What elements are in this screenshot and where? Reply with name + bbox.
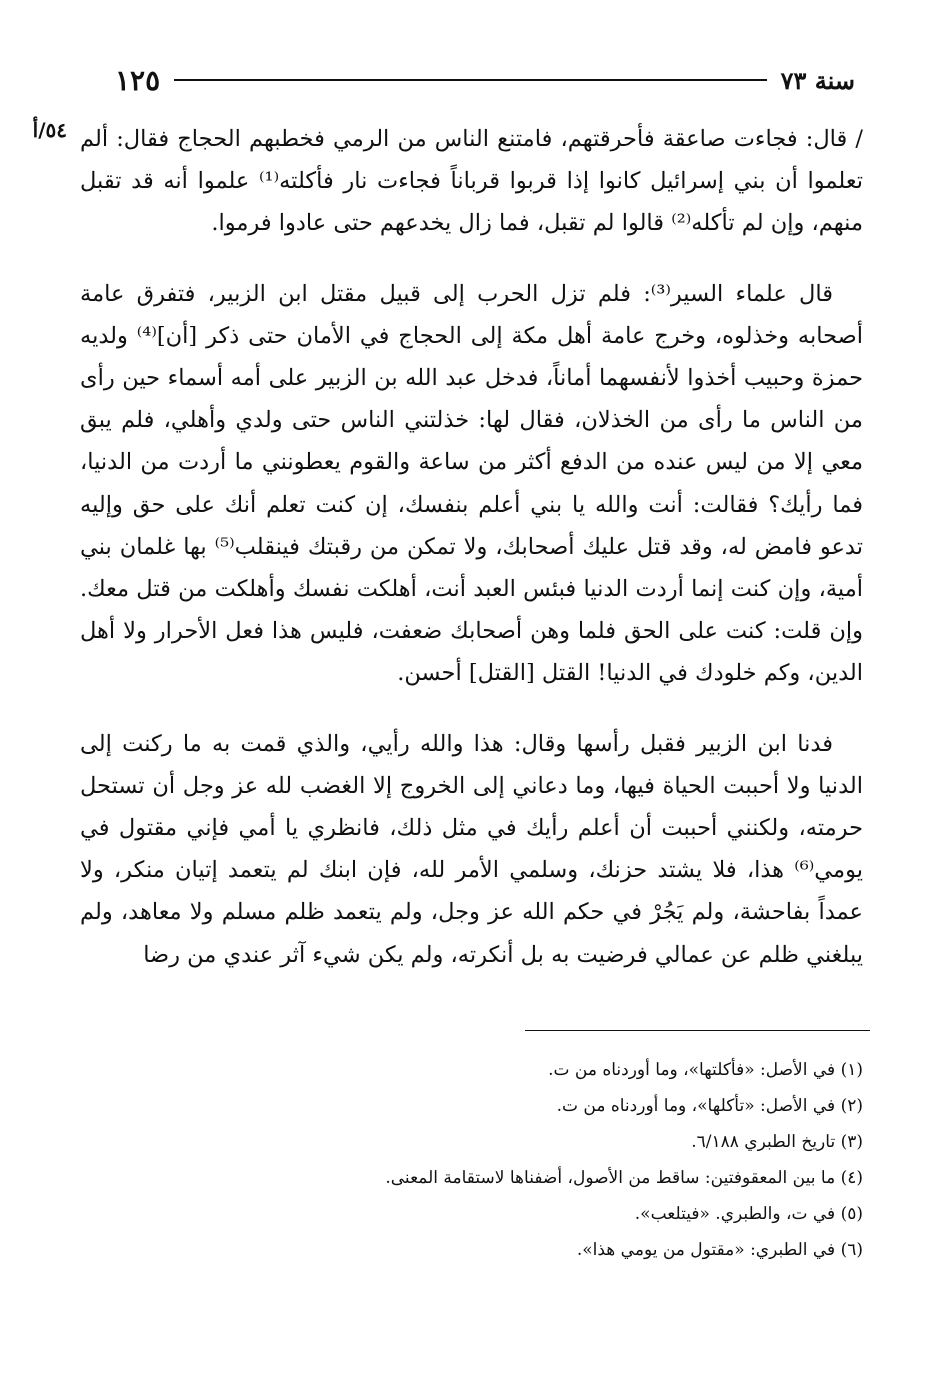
footnote: (١) في الأصل: «فأكلتها»، وما أوردناه من ت. (548, 1060, 863, 1080)
paragraph: فدنا ابن الزبير فقبل رأسها وقال: هذا والله رأيي، والذي قمت به ما ركنت إلى الدنيا ولا أحببت الحياة فيها، وما دعاني إلى الخروج إلا الغضب لله عز وجل أن تستحل حرمته، ولكنني أحببت أن أعلم رأيك في مثل ذلك، فانظري يا أمي فإني مقتول في يومي⁽⁶⁾ هذا، فلا يشتد حزنك، وسلمي الأمر لله، فإن ابنك لم يتعمد إتيان منكر، ولا عمداً بفاحشة، ولم يَجُرْ في حكم الله عز وجل، ولم يتعمد ظلم مسلم ولا معاهد، ولم يبلغني ظلم عن عمالي فرضيت به بل أنكرته، ولم يكن شيء آثر عندي من رضا (80, 730, 863, 968)
page-number: ١٢٥ (115, 63, 161, 97)
year-label: سنة ٧٣ (780, 65, 855, 95)
footnote: (٤) ما بين المعقوفتين: ساقط من الأصول، أضفناها لاستقامة المعنى. (385, 1168, 863, 1188)
paragraph: / قال: فجاءت صاعقة فأحرقتهم، فامتنع الناس من الرمي فخطبهم الحجاج فقال: ألم تعلموا أن بني إسرائيل كانوا إذا قربوا قرباناً فجاءت نار فأكلته⁽¹⁾ علموا أنه قد تقبل منهم، وإن لم تأكله⁽²⁾ قالوا لم تقبل، فما زال يخدعهم حتى عادوا فرموا. (80, 126, 863, 237)
header-rule (174, 79, 767, 81)
footnotes (80, 1052, 863, 1268)
paragraph: قال علماء السير⁽³⁾: فلم تزل الحرب إلى قبيل مقتل ابن الزبير، فتفرق عامة أصحابه وخذلوه، وخرج عامة أهل مكة إلى الحجاج في الأمان حتى ذكر [أن]⁽⁴⁾ ولديه حمزة وحبيب أخذوا لأنفسهما أماناً، فدخل عبد الله بن الزبير على أمه أسماء حين رأى من الناس ما رأى من الخذلان، فقال لها: خذلتني الناس حتى ولدي وأهلي، فلم يبق معي إلا من ليس عنده من الدفع أكثر من ساعة والقوم يعطونني ما أردت من الدنيا، فما رأيك؟ فقالت: أنت والله يا بني أعلم بنفسك، إن كنت تعلم أنك على حق وإليه تدعو فامض له، وقد قتل عليك أصحابك، ولا تمكن من رقبتك فينقلب⁽⁵⁾ بها غلمان بني أمية، وإن كنت إنما أردت الدنيا فبئس العبد أنت، أهلكت نفسك وأهلكت من قتل معك. وإن قلت: كنت على الحق فلما وهن أصحابك ضعفت، فليس هذا فعل الأحرار ولا أهل الدين، وكم خلودك في الدنيا! القتل [القتل] أحسن. (80, 280, 863, 687)
running-header (115, 58, 855, 102)
manuscript-folio-note: ٥٤/أ (32, 118, 67, 142)
footnote: (٢) في الأصل: «تأكلها»، وما أوردناه من ت. (556, 1096, 863, 1116)
footnote: (٥) في ت، والطبري. «فيتلعب». (634, 1204, 863, 1224)
main-text (80, 118, 863, 976)
footnote: (٣) تاريخ الطبري ٦/١٨٨. (691, 1132, 863, 1152)
footnote: (٦) في الطبري: «مقتول من يومي هذا». (576, 1240, 863, 1260)
footnote-separator (525, 1030, 870, 1031)
